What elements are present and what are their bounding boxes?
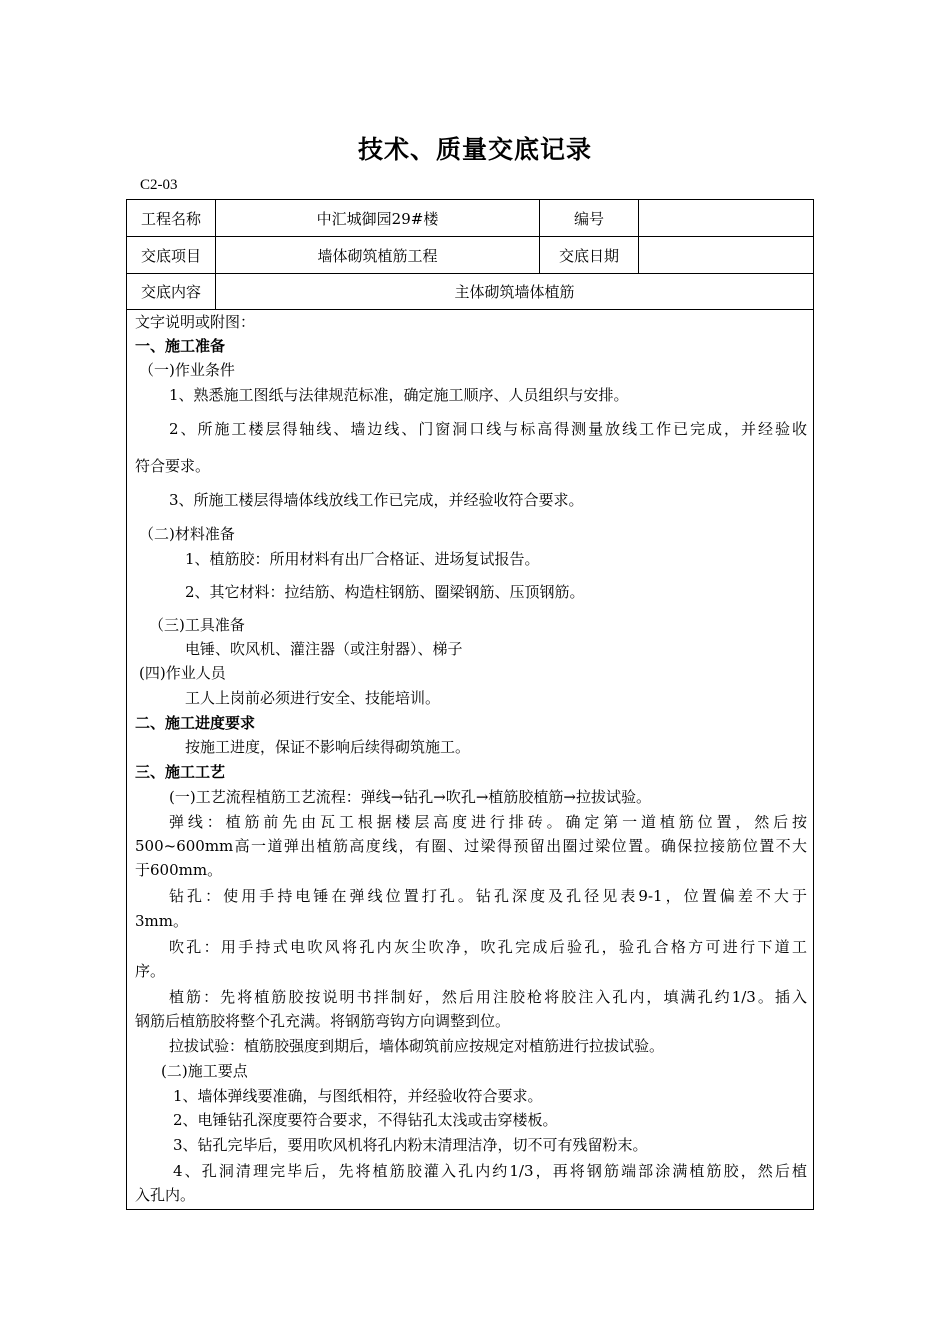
subsection-heading: （一)作业条件 xyxy=(139,361,235,379)
body-line: 3mm。 xyxy=(135,912,188,930)
body-line: 2、其它材料：拉结筋、构造柱钢筋、圈梁钢筋、压顶钢筋。 xyxy=(185,583,585,601)
body-line: 拉拔试验：植筋胶强度到期后，墙体砌筑前应按规定对植筋进行拉拔试验。 xyxy=(169,1037,665,1055)
body-line: 符合要求。 xyxy=(135,457,211,475)
subsection-heading: (二)施工要点 xyxy=(161,1062,248,1080)
content-value: 主体砌筑墙体植筋 xyxy=(454,283,575,301)
body-line: 电锤、吹风机、灌注器（或注射器）、梯子 xyxy=(185,640,463,658)
body-line: 500~600mm高一道弹出植筋高度线，有圈、过梁得预留出圈过梁位置。确保拉接筋位置不大 xyxy=(135,837,807,855)
subsection-heading: （三)工具准备 xyxy=(149,616,245,634)
body-line: 工人上岗前必须进行安全、技能培训。 xyxy=(185,689,441,707)
body-line: 植筋：先将植筋胶按说明书拌制好，然后用注胶枪将胶注入孔内，填满孔约1/3。插入 xyxy=(169,988,807,1006)
body-line: 吹孔：用手持式电吹风将孔内灰尘吹净，吹孔完成后验孔，验孔合格方可进行下道工 xyxy=(169,938,807,956)
disclosure-form xyxy=(126,199,814,1210)
body-line: 弹线：植筋前先由瓦工根据楼层高度进行排砖。确定第一道植筋位置，然后按 xyxy=(169,813,807,831)
number-value xyxy=(639,200,813,236)
project-name-label: 工程名称 xyxy=(127,200,216,236)
subsection-heading: (四)作业人员 xyxy=(139,664,226,682)
body-line: (一)工艺流程植筋工艺流程：弹线→钻孔→吹孔→植筋胶植筋→拉拔试验。 xyxy=(169,788,651,806)
number-label: 编号 xyxy=(540,200,639,236)
form-code: C2-03 xyxy=(140,177,178,193)
header-row-item xyxy=(127,237,813,274)
subsection-heading: （二)材料准备 xyxy=(139,525,235,543)
body-line: 3、钻孔完毕后，要用吹风机将孔内粉末清理洁净，切不可有残留粉末。 xyxy=(173,1136,648,1154)
item-value: 墙体砌筑植筋工程 xyxy=(216,237,540,273)
body-line: 1、墙体弹线要准确，与图纸相符，并经验收符合要求。 xyxy=(173,1087,543,1105)
body-line: 1、植筋胶：所用材料有出厂合格证、进场复试报告。 xyxy=(185,550,540,568)
date-label: 交底日期 xyxy=(540,237,639,273)
body-line: 入孔内。 xyxy=(135,1186,196,1204)
body-line: 序。 xyxy=(135,962,166,980)
body-line: 按施工进度，保证不影响后续得砌筑施工。 xyxy=(185,738,471,756)
item-label: 交底项目 xyxy=(127,237,216,273)
body-line: 2、电锤钻孔深度要符合要求，不得钻孔太浅或击穿楼板。 xyxy=(173,1111,558,1129)
project-name-value: 中汇城御园29#楼 xyxy=(216,200,540,236)
body-line: 2、所施工楼层得轴线、墙边线、门窗洞口线与标高得测量放线工作已完成，并经验收 xyxy=(169,420,807,438)
content-label: 交底内容 xyxy=(127,274,216,309)
page-title: 技术、质量交底记录 xyxy=(357,135,592,164)
body-line: 钻孔：使用手持电锤在弹线位置打孔。钻孔深度及孔径见表9-1，位置偏差不大于 xyxy=(169,887,807,905)
body-line: 钢筋后植筋胶将整个孔充满。将钢筋弯钩方向调整到位。 xyxy=(135,1012,511,1030)
body-line: 文字说明或附图： xyxy=(135,313,256,331)
body-line: 3、所施工楼层得墙体线放线工作已完成，并经验收符合要求。 xyxy=(169,491,584,509)
body-line: 于600mm。 xyxy=(135,861,223,879)
header-row-project xyxy=(127,200,813,237)
section-heading: 三、施工工艺 xyxy=(135,763,226,781)
date-value xyxy=(639,237,813,273)
section-heading: 二、施工进度要求 xyxy=(135,714,256,732)
body-line: 1、熟悉施工图纸与法律规范标准，确定施工顺序、人员组织与安排。 xyxy=(169,386,629,404)
body-line: 4、孔洞清理完毕后，先将植筋胶灌入孔内约1/3，再将钢筋端部涂满植筋胶，然后植 xyxy=(173,1162,807,1180)
section-heading: 一、施工准备 xyxy=(135,337,226,355)
header-row-content xyxy=(127,274,813,310)
